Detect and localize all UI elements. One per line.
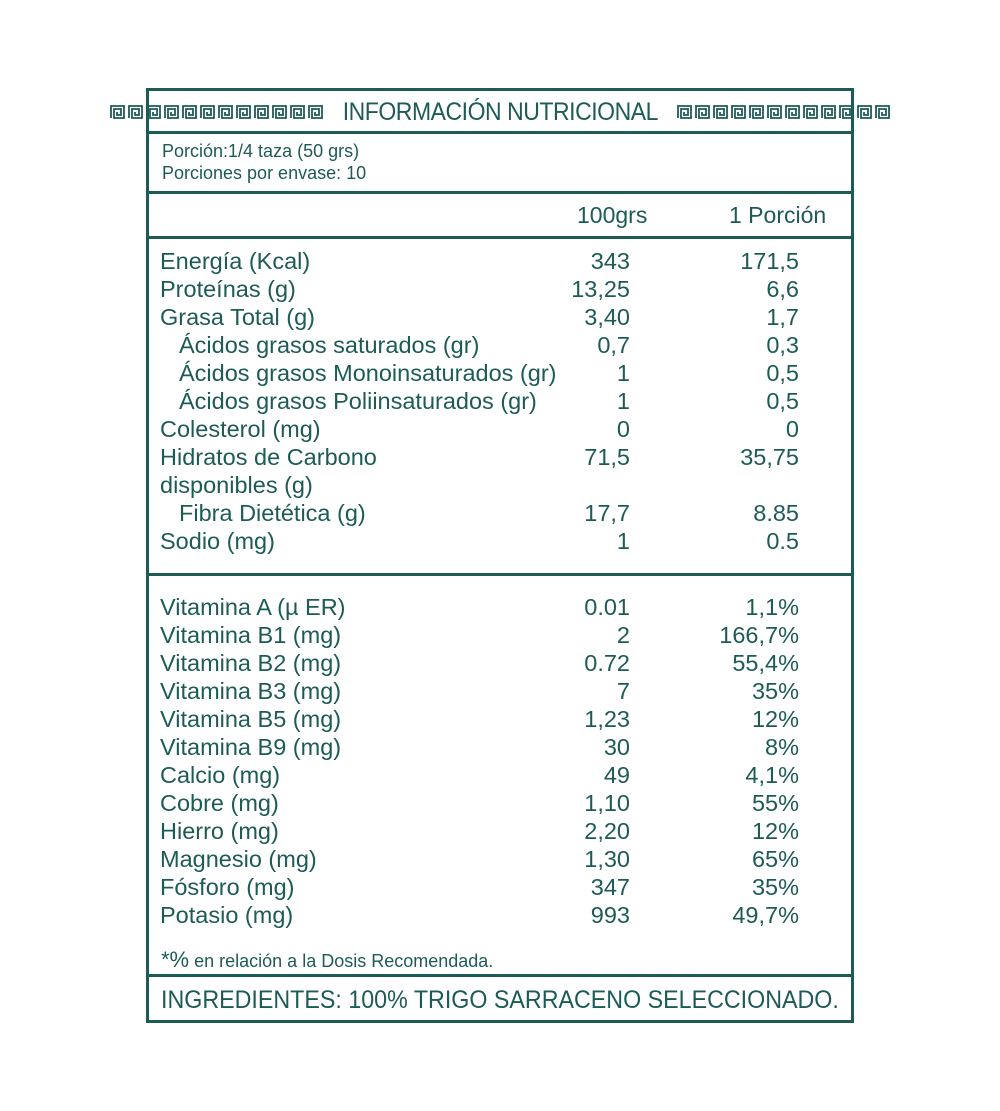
value-100g: 993 — [590, 902, 630, 928]
footnote-marker: *% — [161, 947, 190, 972]
value-100g: 0.72 — [584, 650, 630, 676]
value-100g: 0 — [616, 416, 630, 442]
greek-key-icon — [290, 105, 305, 119]
table-row — [149, 594, 851, 622]
nutrient-name: disponibles (g) — [160, 472, 313, 498]
greek-key-border-left — [110, 105, 323, 119]
greek-key-icon — [182, 105, 197, 119]
greek-key-icon — [839, 105, 854, 119]
greek-key-icon — [218, 105, 233, 119]
nutrient-name: Ácidos grasos Monoinsaturados (gr) — [179, 360, 557, 386]
greek-key-icon — [821, 105, 836, 119]
table-row — [149, 472, 851, 500]
value-100g: 3,40 — [584, 304, 630, 330]
value-portion: 171,5 — [740, 248, 799, 274]
divider — [149, 191, 851, 194]
nutrient-name: Ácidos grasos saturados (gr) — [179, 332, 480, 358]
value-portion: 8.85 — [753, 500, 799, 526]
value-portion: 4,1% — [745, 762, 799, 788]
value-100g: 1,10 — [584, 790, 630, 816]
table-row — [149, 734, 851, 762]
divider — [149, 131, 851, 134]
table-row — [149, 500, 851, 528]
greek-key-icon — [731, 105, 746, 119]
nutrient-name: Cobre (mg) — [160, 790, 279, 816]
greek-key-icon — [767, 105, 782, 119]
greek-key-icon — [146, 105, 161, 119]
greek-key-icon — [713, 105, 728, 119]
greek-key-icon — [875, 105, 890, 119]
value-100g: 1,23 — [584, 706, 630, 732]
value-100g: 17,7 — [584, 500, 630, 526]
value-100g: 1 — [616, 528, 630, 554]
nutrient-name: Magnesio (mg) — [160, 846, 317, 872]
greek-key-icon — [695, 105, 710, 119]
nutrient-name: Vitamina B1 (mg) — [160, 622, 342, 648]
table-row — [149, 248, 851, 276]
greek-key-icon — [236, 105, 251, 119]
value-portion: 0,3 — [766, 332, 799, 358]
value-100g: 30 — [603, 734, 630, 760]
table-row — [149, 902, 851, 930]
nutrient-name: Vitamina A (µ ER) — [160, 594, 346, 620]
nutrient-name: Vitamina B9 (mg) — [160, 734, 342, 760]
value-portion: 0,5 — [766, 388, 799, 414]
greek-key-icon — [254, 105, 269, 119]
column-header-100g: 100grs — [577, 202, 648, 228]
value-portion: 1,7 — [766, 304, 799, 330]
greek-key-icon — [785, 105, 800, 119]
value-portion: 12% — [751, 706, 799, 732]
nutrient-name: Grasa Total (g) — [160, 304, 315, 330]
value-100g: 71,5 — [584, 444, 630, 470]
nutrient-name: Potasio (mg) — [160, 902, 294, 928]
greek-key-icon — [110, 105, 125, 119]
nutrient-name: Proteínas (g) — [160, 276, 296, 302]
value-100g: 1 — [616, 360, 630, 386]
nutrient-name: Vitamina B2 (mg) — [160, 650, 342, 676]
value-100g: 0,7 — [597, 332, 630, 358]
ingredients: INGREDIENTES: 100% TRIGO SARRACENO SELECCIONADO. — [161, 986, 839, 1014]
table-row — [149, 528, 851, 556]
nutrient-name: Vitamina B5 (mg) — [160, 706, 342, 732]
nutrient-name: Fósforo (mg) — [160, 874, 295, 900]
value-portion: 55,4% — [732, 650, 799, 676]
nutrient-name: Hidratos de Carbono — [160, 444, 377, 470]
table-row — [149, 678, 851, 706]
table-row — [149, 388, 851, 416]
value-portion: 6,6 — [766, 276, 799, 302]
value-100g: 49 — [603, 762, 630, 788]
nutrient-name: Vitamina B3 (mg) — [160, 678, 342, 704]
nutrient-name: Sodio (mg) — [160, 528, 275, 554]
nutrient-name: Energía (Kcal) — [160, 248, 311, 274]
value-portion: 0 — [785, 416, 799, 442]
value-100g: 7 — [616, 678, 630, 704]
value-100g: 0.01 — [584, 594, 630, 620]
footnote — [161, 947, 493, 973]
table-row — [149, 622, 851, 650]
value-portion: 49,7% — [732, 902, 799, 928]
greek-key-icon — [128, 105, 143, 119]
nutrient-name: Colesterol (mg) — [160, 416, 321, 442]
value-portion: 166,7% — [719, 622, 799, 648]
divider — [149, 573, 851, 576]
value-100g: 2 — [616, 622, 630, 648]
value-portion: 65% — [751, 846, 799, 872]
value-portion: 35% — [751, 678, 799, 704]
value-portion: 35% — [751, 874, 799, 900]
divider — [149, 974, 851, 977]
value-100g: 2,20 — [584, 818, 630, 844]
serving-info — [162, 140, 366, 184]
greek-key-border-right — [677, 105, 890, 119]
nutrition-label — [146, 88, 854, 1023]
greek-key-icon — [200, 105, 215, 119]
nutrient-name: Ácidos grasos Poliinsaturados (gr) — [179, 388, 537, 414]
table-row — [149, 416, 851, 444]
column-header-portion: 1 Porción — [729, 202, 827, 228]
table-row — [149, 304, 851, 332]
value-portion: 35,75 — [740, 444, 799, 470]
greek-key-icon — [749, 105, 764, 119]
value-portion: 0,5 — [766, 360, 799, 386]
table-row — [149, 818, 851, 846]
value-100g: 13,25 — [571, 276, 630, 302]
table-row — [149, 846, 851, 874]
value-portion: 8% — [765, 734, 799, 760]
table-row — [149, 650, 851, 678]
greek-key-icon — [857, 105, 872, 119]
table-row — [149, 762, 851, 790]
table-row — [149, 360, 851, 388]
serving-size: Porción:1/4 taza (50 grs) — [162, 141, 360, 161]
value-100g: 347 — [590, 874, 630, 900]
servings-per-container: Porciones por envase: 10 — [162, 163, 367, 183]
value-100g: 1,30 — [584, 846, 630, 872]
value-portion: 0.5 — [766, 528, 799, 554]
greek-key-icon — [308, 105, 323, 119]
value-portion: 1,1% — [745, 594, 799, 620]
nutrient-name: Hierro (mg) — [160, 818, 279, 844]
greek-key-icon — [677, 105, 692, 119]
table-row — [149, 444, 851, 472]
label-title: INFORMACIÓN NUTRICIONAL — [342, 97, 658, 126]
value-portion: 55% — [751, 790, 799, 816]
table-row — [149, 276, 851, 304]
value-100g: 1 — [616, 388, 630, 414]
greek-key-icon — [272, 105, 287, 119]
greek-key-icon — [164, 105, 179, 119]
footnote-text: en relación a la Dosis Recomendada. — [189, 951, 494, 971]
table-row — [149, 790, 851, 818]
table-row — [149, 706, 851, 734]
divider — [149, 236, 851, 239]
value-portion: 12% — [751, 818, 799, 844]
nutrient-name: Fibra Dietética (g) — [179, 500, 366, 526]
nutrient-name: Calcio (mg) — [160, 762, 281, 788]
table-row — [149, 874, 851, 902]
greek-key-icon — [803, 105, 818, 119]
table-row — [149, 332, 851, 360]
value-100g: 343 — [590, 248, 630, 274]
label-header — [149, 91, 851, 133]
